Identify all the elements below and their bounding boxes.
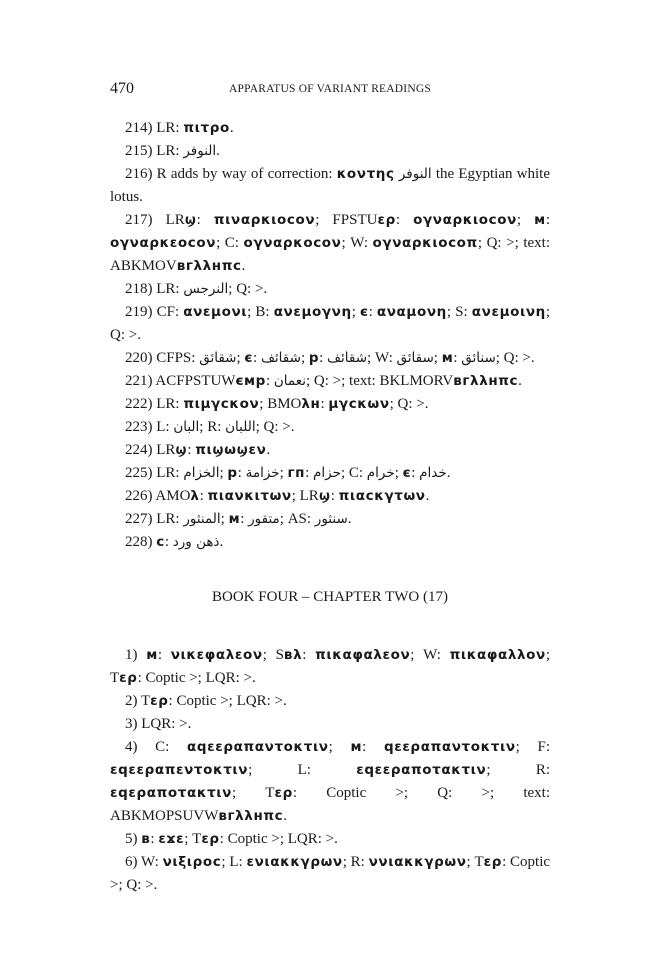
variant-entry	[110, 140, 550, 163]
entry-text: :	[237, 465, 246, 481]
coptic-text: πιναρκιοcον	[213, 212, 316, 228]
variant-entry	[110, 508, 550, 531]
coptic-text: ερ	[377, 212, 396, 228]
entry-text: ;	[279, 465, 288, 481]
entry-text: 6) W:	[125, 854, 163, 870]
entry-text: :	[302, 647, 316, 663]
coptic-text: ογναρκιοcοπ	[372, 235, 478, 251]
entry-text: ;	[300, 350, 309, 366]
coptic-text: є	[359, 304, 369, 320]
entry-text: :	[545, 212, 550, 228]
coptic-text: πιϣωϣεν	[195, 442, 267, 458]
coptic-text: м	[350, 739, 363, 755]
apparatus-entries-top	[110, 117, 550, 554]
coptic-text: πιαcκγτων	[338, 488, 426, 504]
entry-text: 223) L:	[125, 419, 174, 435]
variant-entry	[110, 163, 550, 209]
variant-entry	[110, 393, 550, 416]
coptic-text: в	[141, 831, 151, 847]
entry-text: ; T	[466, 854, 484, 870]
entry-text: :	[453, 350, 462, 366]
arabic-text: سقائق	[396, 350, 434, 366]
entry-text: 4) C:	[125, 739, 187, 755]
variant-entry	[110, 209, 550, 278]
coptic-text: πικαφαλεον	[315, 647, 411, 663]
coptic-text: вгλλнπc	[453, 373, 519, 389]
coptic-text: πιανκιτων	[207, 488, 292, 504]
entry-text: ;	[516, 212, 535, 228]
variant-entry	[110, 485, 550, 508]
arabic-text: شقائف	[260, 350, 301, 366]
arabic-text: النوفر	[183, 143, 217, 159]
coptic-text: ενιακκγρων	[246, 854, 343, 870]
coptic-text: вгλλнπc	[218, 808, 284, 824]
entry-text: 228)	[125, 534, 157, 550]
entry-text: 220) CFPS:	[125, 350, 200, 366]
coptic-text: πιμγcκον	[183, 396, 260, 412]
entry-text: :	[253, 350, 261, 366]
arabic-text: المنثور	[183, 511, 221, 527]
arabic-text: سنثور	[314, 511, 348, 527]
variant-entry	[110, 370, 550, 393]
coptic-text: ϣ	[318, 488, 331, 504]
variant-entry	[110, 644, 550, 690]
coptic-text: м	[228, 511, 241, 527]
coptic-text: вλ	[283, 647, 303, 663]
coptic-text: ερ	[119, 670, 138, 686]
entry-text: :	[199, 488, 208, 504]
entry-text: ;	[433, 350, 442, 366]
coptic-text: εqεραποτακτιν	[110, 785, 232, 801]
entry-text: the Egyptian white lotus.	[110, 166, 550, 205]
arabic-text: خدام	[419, 465, 447, 481]
entry-text: ; Q: >.	[110, 304, 551, 343]
arabic-text: سنائق	[461, 350, 496, 366]
coptic-text: м	[441, 350, 454, 366]
coptic-text: πικαφαλλον	[449, 647, 546, 663]
entry-text: ; FPSTU	[315, 212, 378, 228]
entry-text: .	[216, 143, 220, 159]
variant-entry	[110, 301, 550, 347]
entry-text: :	[187, 442, 196, 458]
entry-text: .	[347, 511, 352, 527]
entry-text: 217) LR	[125, 212, 185, 228]
entry-text: ; B:	[247, 304, 274, 320]
arabic-text: شقائق	[199, 350, 237, 366]
entry-text: ;	[220, 511, 229, 527]
entry-text: ; W:	[341, 235, 373, 251]
entry-text: 5)	[125, 831, 142, 847]
entry-text: ;	[236, 350, 245, 366]
entry-text: ; W:	[367, 350, 397, 366]
entry-text: :	[320, 396, 329, 412]
coptic-text: р	[227, 465, 238, 481]
coptic-text: є	[402, 465, 412, 481]
entry-text: ; T	[110, 647, 551, 686]
entry-text: ; BMO	[259, 396, 302, 412]
entry-text: ;	[328, 739, 351, 755]
coptic-text: ογναρκιοcον	[413, 212, 517, 228]
entry-text: .	[425, 488, 430, 504]
entry-text: .	[219, 534, 224, 550]
entry-text: :	[319, 350, 328, 366]
entry-text: :	[305, 465, 314, 481]
entry-text: 218) LR:	[125, 281, 184, 297]
book-page	[110, 0, 550, 976]
coptic-text: ννιακκγρων	[368, 854, 467, 870]
entry-text: : Coptic >; Q: >; text: ABKMOPSUVW	[110, 785, 550, 824]
coptic-text: є	[244, 350, 254, 366]
entry-text: 214) LR:	[125, 120, 184, 136]
arabic-text: النرجس	[183, 281, 229, 297]
entry-text: ; F:	[515, 739, 551, 755]
entry-text: ; T	[184, 831, 202, 847]
arabic-text: متقور	[248, 511, 280, 527]
entry-text: : Coptic >; LQR: >.	[168, 693, 287, 709]
entry-text: 219) CF:	[125, 304, 184, 320]
coptic-text: μγcκων	[328, 396, 390, 412]
entry-text: ; R:	[199, 419, 226, 435]
entry-text: :	[164, 534, 173, 550]
entry-text: 225) LR:	[125, 465, 184, 481]
coptic-text: р	[308, 350, 320, 366]
variant-entry	[110, 117, 550, 140]
entry-text: ; Q: >.	[255, 419, 295, 435]
entry-text: :	[150, 831, 159, 847]
entry-text: ; C:	[216, 235, 244, 251]
entry-text: .	[229, 120, 234, 136]
entry-text: .	[241, 258, 246, 274]
coptic-text: qεεραπαντοκτιν	[383, 739, 516, 755]
entry-text: 216) R adds by way of correction:	[125, 166, 337, 182]
coptic-text: м	[534, 212, 546, 228]
coptic-text: ανεμογνη	[273, 304, 352, 320]
entry-text: ; Q: >; text: BKLMORV	[305, 373, 454, 389]
coptic-text: εϫε	[158, 831, 185, 847]
entry-text: ;	[351, 304, 360, 320]
coptic-text: ογναρκεοcον	[110, 235, 217, 251]
entry-text: ; C:	[340, 465, 367, 481]
entry-text: :	[368, 304, 377, 320]
arabic-text: خزامة	[245, 465, 280, 481]
coptic-text: ємр	[235, 373, 266, 389]
entry-text: .	[266, 442, 271, 458]
coptic-text: ϣ	[175, 442, 188, 458]
entry-text: :	[395, 212, 414, 228]
entry-text: .	[283, 808, 287, 824]
entry-text: 1)	[125, 647, 147, 663]
arabic-text: ذهن ورد	[172, 534, 220, 550]
entry-text: : Coptic >; Q: >.	[110, 854, 551, 893]
entry-text: ; Q: >.	[228, 281, 268, 297]
coptic-text: εqεεραποτακτιν	[356, 762, 487, 778]
chapter-heading: BOOK FOUR – CHAPTER TWO (17)	[212, 589, 448, 605]
entry-text: 3) LQR: >.	[125, 716, 192, 732]
page-header	[110, 80, 550, 100]
entry-text: : Coptic >; LQR: >.	[219, 831, 338, 847]
coptic-text: αqεεραπαντοκτιν	[187, 739, 329, 755]
coptic-text: λн	[301, 396, 321, 412]
coptic-text: πιτρο	[183, 120, 230, 136]
arabic-text: الخزام	[183, 465, 220, 481]
variant-entry	[110, 690, 550, 713]
arabic-text: خرام	[366, 465, 395, 481]
coptic-text: ανεμοινη	[471, 304, 546, 320]
coptic-text: νικεφαλεον	[170, 647, 263, 663]
running-title: APPARATUS OF VARIANT READINGS	[229, 83, 431, 95]
variant-entry	[110, 531, 550, 554]
entry-text: 224) LR	[125, 442, 176, 458]
entry-text: :	[362, 739, 384, 755]
variant-entry	[110, 439, 550, 462]
page-number: 470	[110, 80, 134, 97]
entry-text: 2) T	[125, 693, 151, 709]
entry-text: :	[240, 511, 249, 527]
entry-text: ; W:	[410, 647, 450, 663]
coptic-text: гп	[287, 465, 306, 481]
variant-entry	[110, 828, 550, 851]
variant-entry	[110, 736, 550, 828]
coptic-text: ερ	[201, 831, 220, 847]
coptic-text: ερ	[150, 693, 169, 709]
entry-text: ; R:	[486, 762, 551, 778]
entry-text: ; S:	[446, 304, 472, 320]
entry-text: :	[265, 373, 274, 389]
entry-text: 226) AMO	[125, 488, 191, 504]
apparatus-entries-bottom	[110, 644, 550, 897]
coptic-text: ανεμονι	[183, 304, 248, 320]
coptic-text: ϣ	[184, 212, 197, 228]
arabic-text: النوفر	[398, 166, 432, 182]
entry-text: ; S	[262, 647, 284, 663]
entry-text: ; Q: >.	[389, 396, 429, 412]
coptic-text: вгλλнπc	[176, 258, 242, 274]
entry-text: .	[446, 465, 451, 481]
coptic-text: λ	[190, 488, 200, 504]
variant-entry	[110, 278, 550, 301]
entry-text: 222) LR:	[125, 396, 184, 412]
variant-entry	[110, 462, 550, 485]
entry-text: ; L:	[248, 762, 357, 778]
entry-text: 227) LR:	[125, 511, 184, 527]
entry-text: ; L:	[221, 854, 247, 870]
entry-text: ;	[394, 465, 403, 481]
entry-text: ; T	[231, 785, 275, 801]
arabic-text: حزام	[313, 465, 341, 481]
entry-text: .	[518, 373, 522, 389]
entry-text: ; Q: >; text: ABKMOV	[110, 235, 550, 274]
coptic-text: εqεεραπεντοκτιν	[110, 762, 249, 778]
arabic-text: اللبان	[225, 419, 256, 435]
entry-text: :	[196, 212, 214, 228]
coptic-text: κοντης	[336, 166, 395, 182]
entry-text: 221) ACFPSTUW	[125, 373, 236, 389]
variant-entry	[110, 713, 550, 736]
coptic-text: c	[156, 534, 165, 550]
coptic-text: ερ	[274, 785, 293, 801]
arabic-text: نعمان	[273, 373, 306, 389]
variant-entry	[110, 347, 550, 370]
entry-text: ; Q: >.	[495, 350, 535, 366]
arabic-text: شقائف	[327, 350, 368, 366]
coptic-text: ογναρκοcον	[243, 235, 342, 251]
coptic-text: м	[146, 647, 158, 663]
entry-text: ; R:	[342, 854, 369, 870]
entry-text: ; AS:	[279, 511, 315, 527]
entry-text: ; LR	[291, 488, 319, 504]
entry-text: ;	[219, 465, 228, 481]
entry-text: 215) LR:	[125, 143, 184, 159]
entry-text: :	[157, 647, 171, 663]
variant-entry	[110, 416, 550, 439]
coptic-text: ερ	[483, 854, 503, 870]
variant-entry	[110, 851, 550, 897]
coptic-text: αναμονη	[376, 304, 447, 320]
arabic-text: البان	[173, 419, 200, 435]
coptic-text: νιξιροc	[162, 854, 222, 870]
entry-text: :	[411, 465, 420, 481]
entry-text: :	[330, 488, 339, 504]
entry-text: : Coptic >; LQR: >.	[137, 670, 256, 686]
